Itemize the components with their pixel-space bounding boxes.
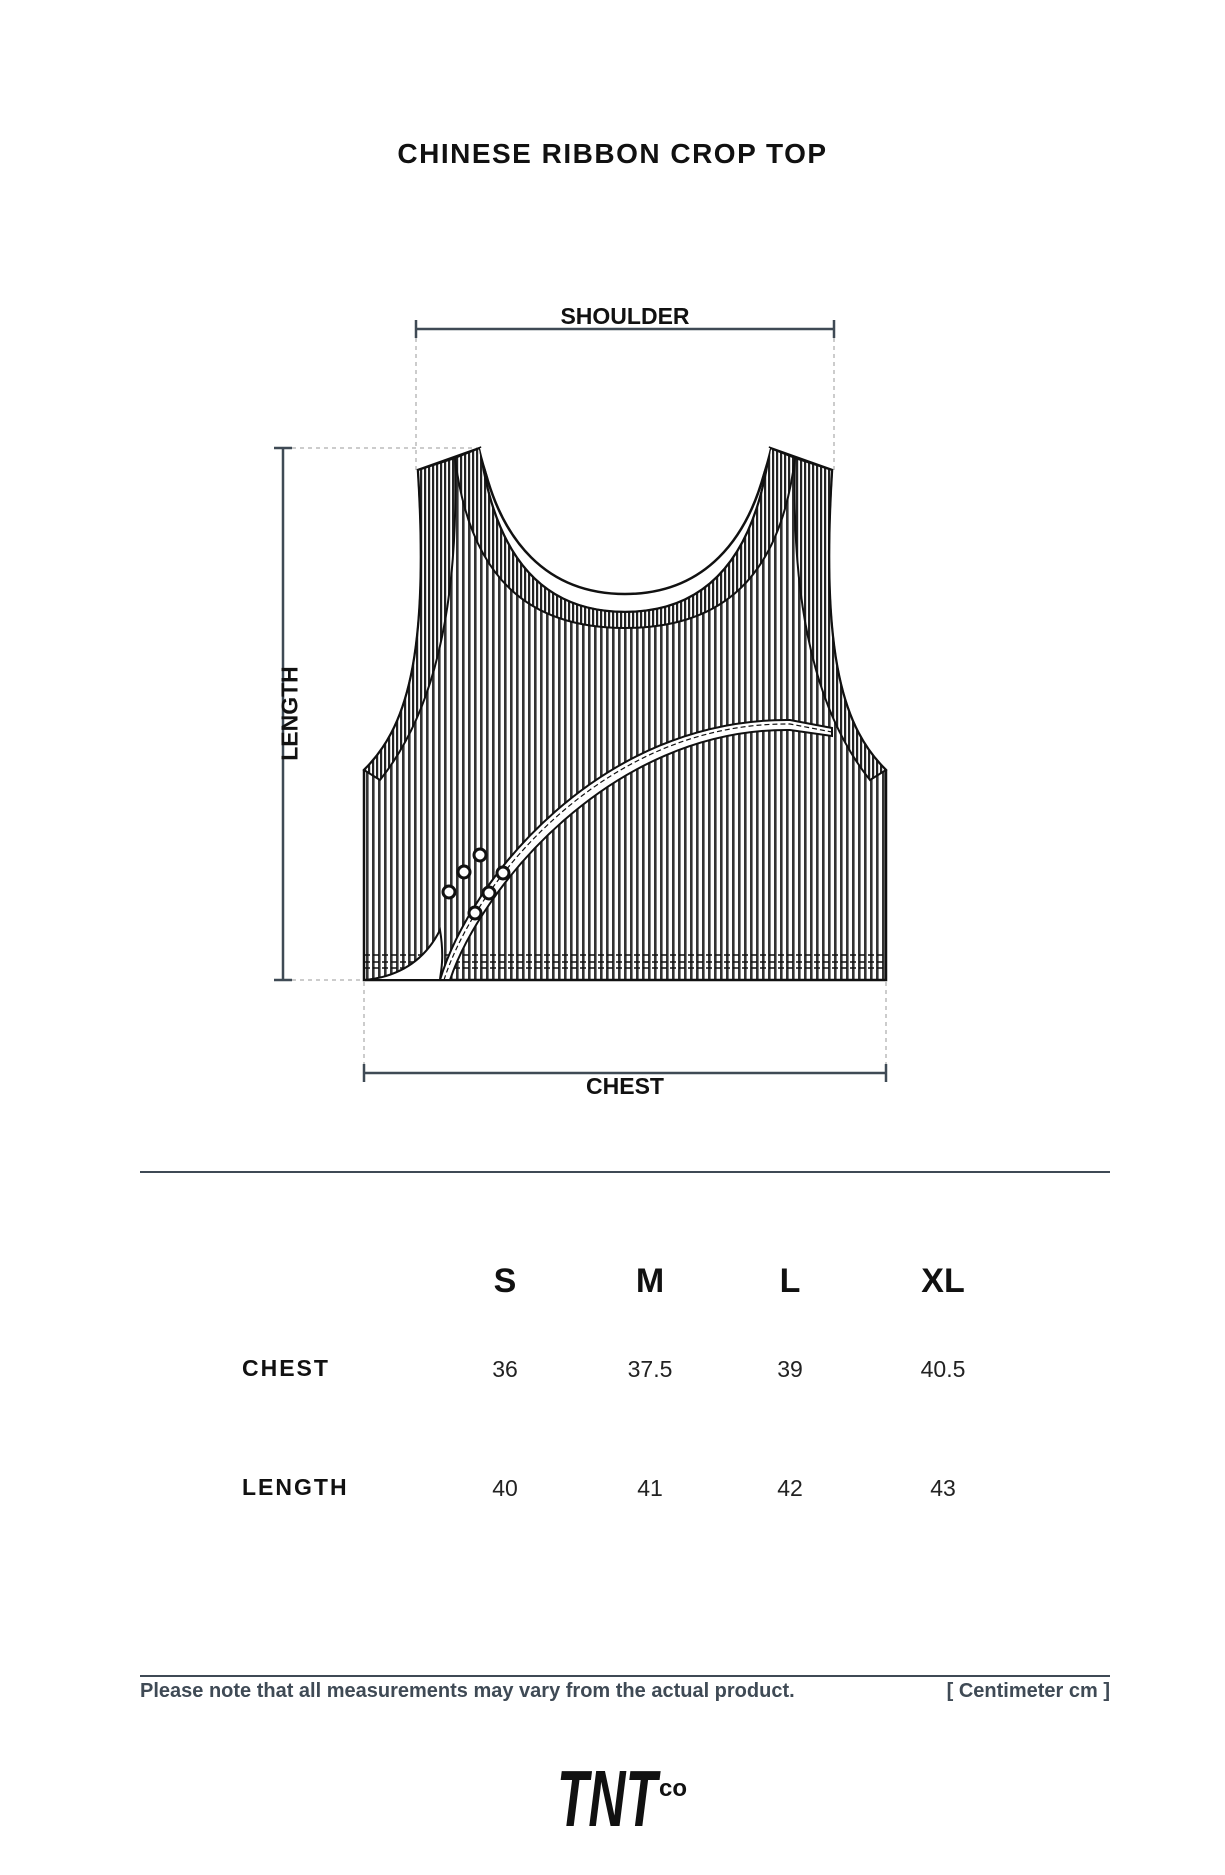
row-label-length: LENGTH [242, 1474, 349, 1500]
logo-main-text: TNT [557, 1758, 661, 1833]
brand-logo [555, 1758, 695, 1833]
table-cell: 41 [637, 1475, 663, 1501]
table-cell: 43 [930, 1475, 956, 1501]
measurement-note: Please note that all measurements may vary from the actual product. [140, 1680, 795, 1702]
size-header-l: L [779, 1262, 801, 1300]
logo-sub-text: co [659, 1775, 688, 1802]
length-label: LENGTH [276, 666, 303, 761]
divider-top [140, 1171, 1110, 1173]
size-header-m: M [635, 1262, 665, 1300]
table-cell: 40 [492, 1475, 518, 1501]
table-cell: 42 [777, 1475, 803, 1501]
divider-bottom [140, 1675, 1110, 1677]
shoulder-label: SHOULDER [560, 303, 690, 329]
row-label-chest: CHEST [242, 1355, 330, 1381]
unit-label: [ Centimeter cm ] [946, 1680, 1110, 1702]
table-cell: 40.5 [920, 1356, 966, 1382]
table-cell: 39 [777, 1356, 803, 1382]
page-title: CHINESE RIBBON CROP TOP [397, 138, 828, 169]
table-cell: 37.5 [627, 1356, 673, 1382]
size-header-xl: XL [921, 1262, 965, 1300]
chest-label: CHEST [586, 1073, 664, 1099]
table-cell: 36 [492, 1356, 518, 1382]
size-header-s: S [493, 1262, 517, 1300]
garment-body [364, 448, 886, 980]
